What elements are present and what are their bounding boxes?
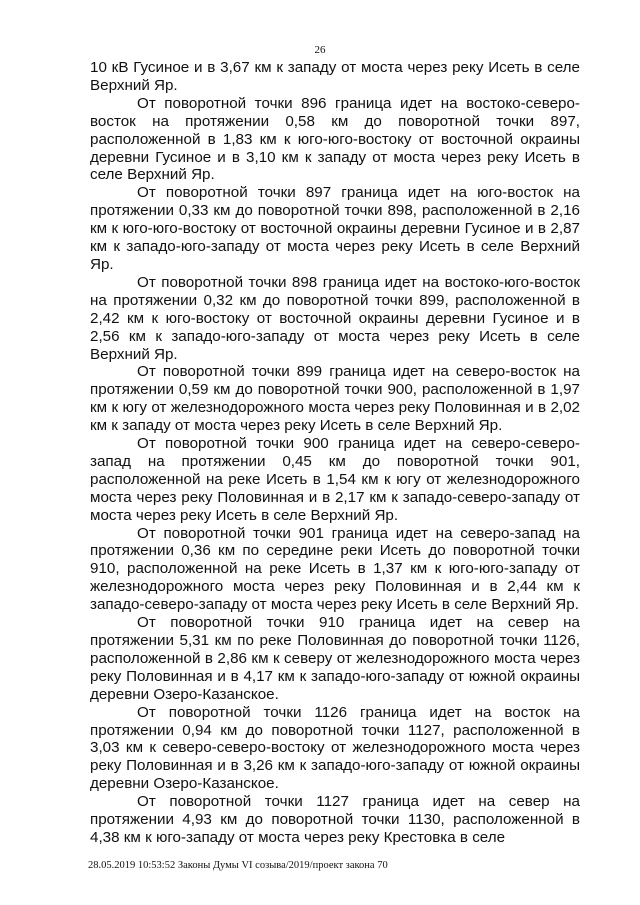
paragraph-5: От поворотной точки 899 граница идет на северо-восток на протяжении 0,59 км до поворотной точки 900, расположенной в 1,97 км к югу от железнодорожного моста через реку Половинная и в 2,02 км к западу от моста через реку Исеть в селе Верхний Яр. xyxy=(90,363,580,435)
paragraph-1: 10 кВ Гусиное и в 3,67 км к западу от моста через реку Исеть в селе Верхний Яр. xyxy=(90,59,580,94)
paragraph-4: От поворотной точки 898 граница идет на востоко-юго-восток на протяжении 0,32 км до поворотной точки 899, расположенной в 2,42 км к юго-востоку от восточной окраины деревни Гусиное и в 2,56 км к западо-юго-западу от моста через реку Исеть в селе Верхний Яр. xyxy=(90,273,580,363)
paragraph-6: От поворотной точки 900 граница идет на северо-северо-запад на протяжении 0,45 км до поворотной точки 901, расположенной на реке Исеть в 1,54 км к югу от железнодорожного моста через реку Половинная и в 2,17 км к западо-северо-западу от моста через реку Исеть в селе Верхний Яр. xyxy=(90,435,580,524)
paragraph-2: От поворотной точки 896 граница идет на востоко-северо-восток на протяжении 0,58 км до поворотной точки 897, расположенной в 1,83 км к юго-юго-востоку от восточной окраины деревни Гусиное и в 3,10 км к западу от моста через реку Исеть в селе Верхний Яр. xyxy=(90,94,580,184)
paragraph-3: От поворотной точки 897 граница идет на юго-восток на протяжении 0,33 км до поворотной точки 898, расположенной в 2,16 км к юго-юго-востоку от восточной окраины деревни Гусиное и в 2,87 км к западо-юго-западу от моста через реку Исеть в селе Верхний Яр. xyxy=(90,184,580,273)
paragraph-10: От поворотной точки 1127 граница идет на север на протяжении 4,93 км до поворотной точки 1130, расположенной в 4,38 км к юго-западу от моста через реку Крестовка в селе xyxy=(90,793,580,846)
paragraph-7: От поворотной точки 901 граница идет на северо-запад на протяжении 0,36 км по середине реки Исеть до поворотной точки 910, расположенной на реке Исеть в 1,37 км к юго-юго-западу от железнодорожного моста через реку Половинная и в 2,44 км к западо-северо-западу от моста через реку Исеть в селе Верхний Яр. xyxy=(90,524,580,614)
paragraph-9: От поворотной точки 1126 граница идет на восток на протяжении 0,94 км до поворотной точки 1127, расположенной в 3,03 км к северо-северо-востоку от железнодорожного моста через реку Половинная и в 3,26 км к западо-юго-западу от южной окраины деревни Озеро-Казанское. xyxy=(90,703,580,793)
document-body xyxy=(90,59,580,847)
document-footer: 28.05.2019 10:53:52 Законы Думы VI созыва/2019/проект закона 70 xyxy=(88,860,388,871)
page-number: 26 xyxy=(314,44,326,56)
paragraph-8: От поворотной точки 910 граница идет на север на протяжении 5,31 км по реке Половинная до поворотной точки 1126, расположенной в 2,86 км к северу от железнодорожного моста через реку Половинная и в 4,17 км к западо-юго-западу от южной окраины деревни Озеро-Казанское. xyxy=(90,614,580,703)
